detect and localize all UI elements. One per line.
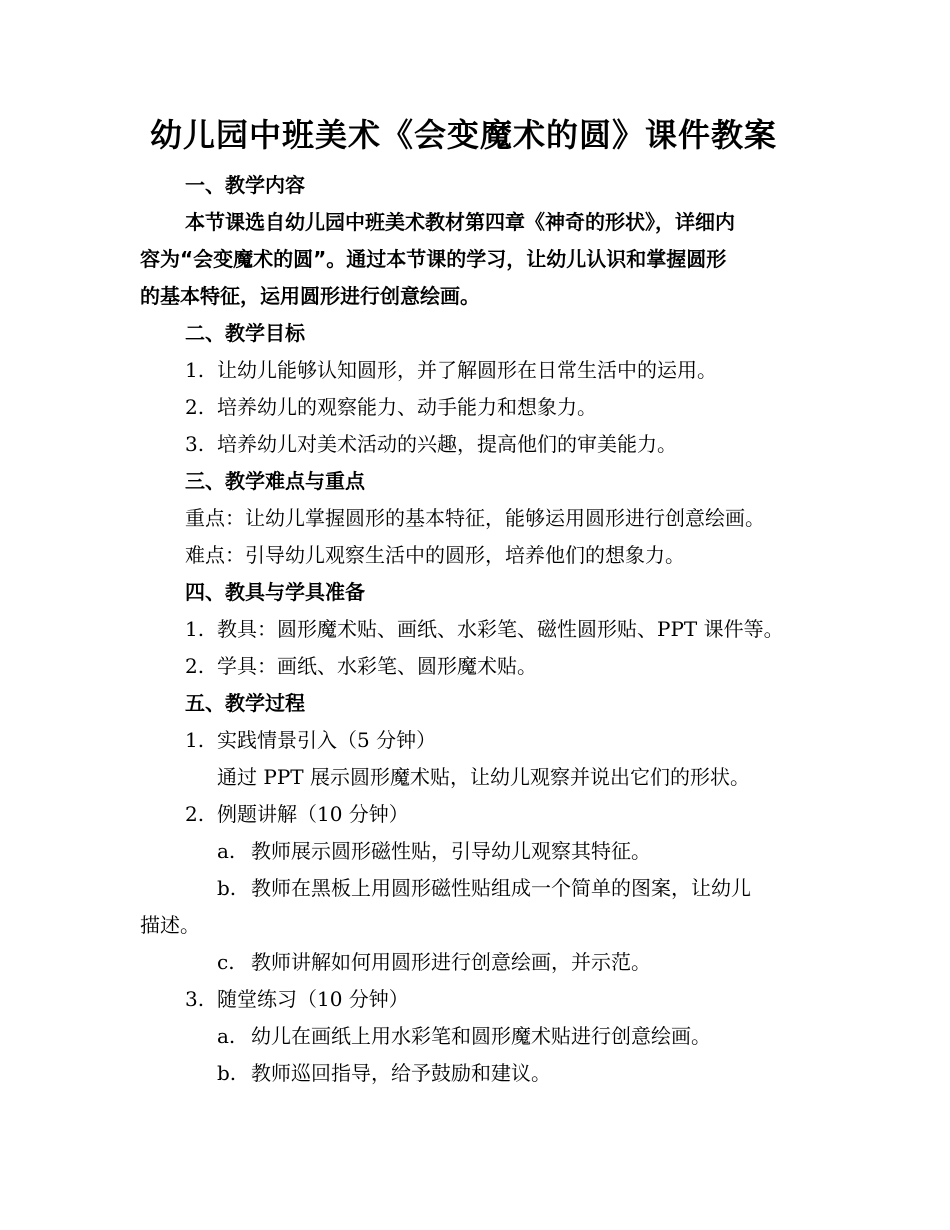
sub-item-label: a. xyxy=(217,839,236,863)
item-text: 让幼儿能够认知圆形，并了解圆形在日常生活中的运用。 xyxy=(217,358,717,382)
step-title-text: 例题讲解（10 分钟） xyxy=(217,802,409,826)
process-step-title xyxy=(185,728,436,752)
sub-item-label: c. xyxy=(217,950,235,974)
sub-item-text: 教师巡回指导，给予鼓励和建议。 xyxy=(251,1061,551,1085)
materials-item xyxy=(185,654,537,678)
item-text: 学具：画纸、水彩笔、圆形魔术贴。 xyxy=(217,654,537,678)
section-heading-objectives: 二、教学目标 xyxy=(185,321,305,345)
section-heading-content: 一、教学内容 xyxy=(185,173,305,197)
item-number: 2. xyxy=(185,802,205,826)
content-paragraph-line: 本节课选自幼儿园中班美术教材第四章《神奇的形状》，详细内 xyxy=(185,210,735,234)
process-sub-item-continuation: 描述。 xyxy=(140,913,200,937)
section-heading-process: 五、教学过程 xyxy=(185,691,305,715)
process-step-title xyxy=(185,987,409,1011)
content-paragraph-line: 容为“会变魔术的圆”。通过本节课的学习，让幼儿认识和掌握圆形 xyxy=(140,247,727,271)
item-number: 3. xyxy=(185,432,205,456)
item-number: 2. xyxy=(185,395,205,419)
step-title-text: 随堂练习（10 分钟） xyxy=(217,987,409,1011)
key-point-text: 重点：让幼儿掌握圆形的基本特征，能够运用圆形进行创意绘画。 xyxy=(185,506,765,530)
sub-item-text: 幼儿在画纸上用水彩笔和圆形魔术贴进行创意绘画。 xyxy=(251,1024,711,1048)
section-heading-key-points: 三、教学难点与重点 xyxy=(185,469,365,493)
objective-item xyxy=(185,358,717,382)
sub-item-label: b. xyxy=(217,1061,237,1085)
step-title-text: 实践情景引入（5 分钟） xyxy=(217,728,437,752)
item-text: 培养幼儿对美术活动的兴趣，提高他们的审美能力。 xyxy=(217,432,677,456)
item-text: 培养幼儿的观察能力、动手能力和想象力。 xyxy=(217,395,597,419)
sub-item-text: 教师在黑板上用圆形磁性贴组成一个简单的图案，让幼儿 xyxy=(251,876,751,900)
process-sub-item xyxy=(217,1024,711,1048)
item-number: 3. xyxy=(185,987,205,1011)
process-step-description: 通过 PPT 展示圆形魔术贴，让幼儿观察并说出它们的形状。 xyxy=(217,765,750,789)
process-sub-item xyxy=(217,1061,551,1085)
materials-item xyxy=(185,617,784,641)
process-sub-item xyxy=(217,876,751,900)
item-number: 2. xyxy=(185,654,205,678)
sub-item-label: b. xyxy=(217,876,237,900)
process-sub-item xyxy=(217,950,651,974)
sub-item-text: 教师讲解如何用圆形进行创意绘画，并示范。 xyxy=(251,950,651,974)
item-number: 1. xyxy=(185,617,205,641)
section-heading-materials: 四、教具与学具准备 xyxy=(185,580,365,604)
difficult-point-text: 难点：引导幼儿观察生活中的圆形，培养他们的想象力。 xyxy=(185,543,685,567)
item-number: 1. xyxy=(185,728,205,752)
objective-item xyxy=(185,395,597,419)
process-sub-item xyxy=(217,839,651,863)
objective-item xyxy=(185,432,677,456)
process-step-title xyxy=(185,802,409,826)
content-paragraph-line: 的基本特征，运用圆形进行创意绘画。 xyxy=(140,284,480,308)
sub-item-text: 教师展示圆形磁性贴，引导幼儿观察其特征。 xyxy=(251,839,651,863)
item-text: 教具：圆形魔术贴、画纸、水彩笔、磁性圆形贴、PPT 课件等。 xyxy=(217,617,784,641)
sub-item-label: a. xyxy=(217,1024,236,1048)
item-number: 1. xyxy=(185,358,205,382)
document-title: 幼儿园中班美术《会变魔术的圆》课件教案 xyxy=(150,116,778,154)
